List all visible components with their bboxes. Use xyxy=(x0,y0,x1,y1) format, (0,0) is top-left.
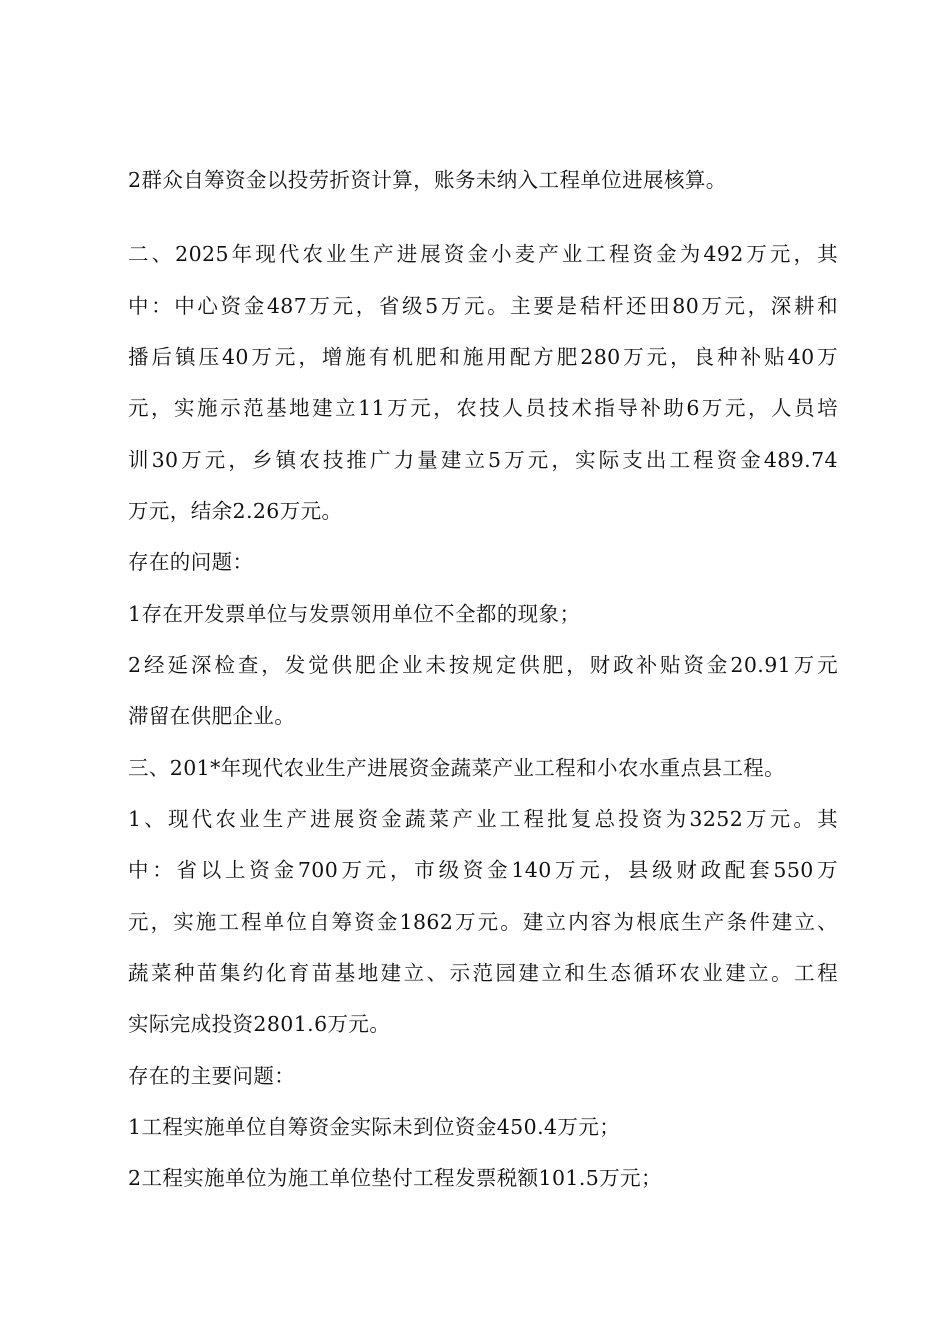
text-line-6: 训30万元，乡镇农技推广力量建立5万元，实际支出工程资金489.74 xyxy=(128,448,838,472)
text-line-7: 万元，结余2.26万元。 xyxy=(128,499,343,523)
text-line-15: 元，实施工程单位自筹资金1862万元。建立内容为根底生产条件建立、 xyxy=(128,910,838,934)
text-line-19: 1工程实施单位自筹资金实际未到位资金450.4万元； xyxy=(128,1115,621,1139)
text-line-3: 中：中心资金487万元，省级5万元。主要是秸杆还田80万元，深耕和 xyxy=(128,294,838,318)
text-line-16: 蔬菜种苗集约化育苗基地建立、示范园建立和生态循环农业建立。工程 xyxy=(128,961,838,985)
text-line-5: 元，实施示范基地建立11万元，农技人员技术指导补助6万元，人员培 xyxy=(128,396,838,420)
text-line-12: 三、201*年现代农业生产进展资金蔬菜产业工程和小农水重点县工程。 xyxy=(128,756,786,780)
text-line-8: 存在的问题： xyxy=(128,550,254,574)
text-line-4: 播后镇压40万元，增施有机肥和施用配方肥280万元，良种补贴40万 xyxy=(128,345,838,369)
text-line-11: 滞留在供肥企业。 xyxy=(128,704,296,728)
text-line-13: 1、现代农业生产进展资金蔬菜产业工程批复总投资为3252万元。其 xyxy=(128,807,838,831)
text-line-14: 中：省以上资金700万元，市级资金140万元，县级财政配套550万 xyxy=(128,858,838,882)
text-line-9: 1存在开发票单位与发票领用单位不全都的现象； xyxy=(128,602,581,626)
text-line-10: 2经延深检查，发觉供肥企业未按规定供肥，财政补贴资金20.91万元 xyxy=(128,653,838,677)
text-line-20: 2工程实施单位为施工单位垫付工程发票税额101.5万元； xyxy=(128,1166,662,1190)
text-line-1: 2群众自筹资金以投劳折资计算，账务未纳入工程单位进展核算。 xyxy=(128,168,727,192)
text-line-18: 存在的主要问题： xyxy=(128,1064,296,1088)
text-line-2: 二、2025年现代农业生产进展资金小麦产业工程资金为492万元，其 xyxy=(128,242,838,266)
text-line-17: 实际完成投资2801.6万元。 xyxy=(128,1012,391,1036)
